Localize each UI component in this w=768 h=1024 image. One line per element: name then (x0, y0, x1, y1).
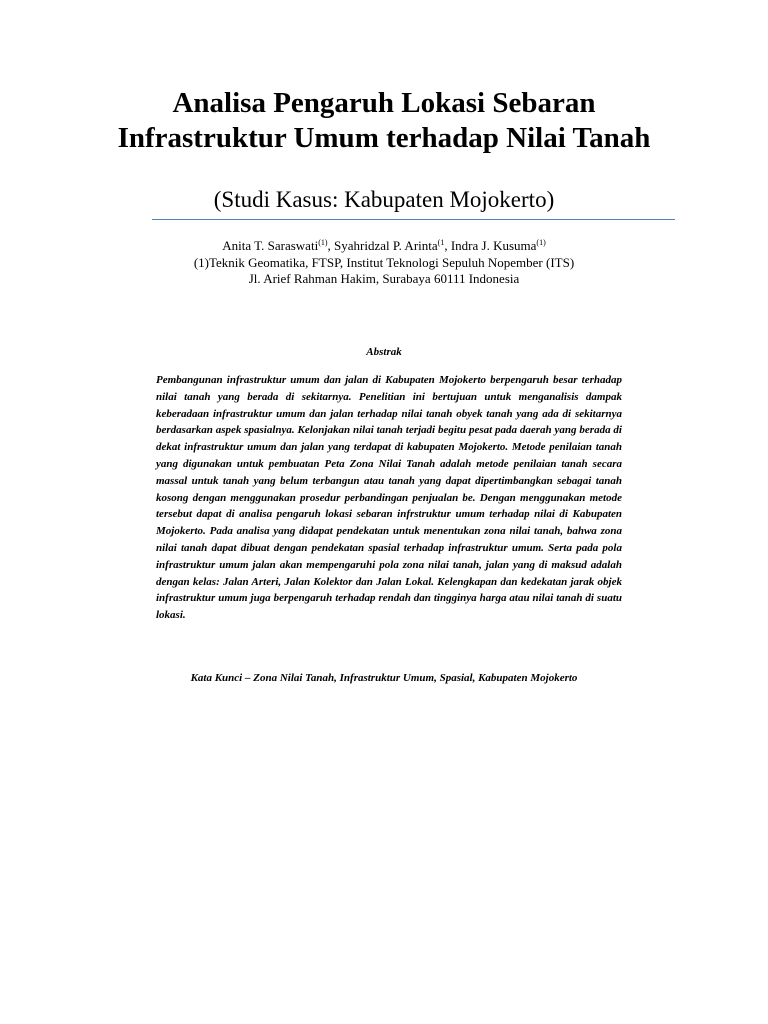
author-name: Indra J. Kusuma (450, 238, 537, 253)
author-separator: , (444, 238, 451, 253)
affiliation-mark: (1 (437, 238, 445, 247)
affiliation-mark: (1) (318, 238, 328, 247)
title-divider (152, 219, 675, 220)
paper-title: Analisa Pengaruh Lokasi Sebaran Infrastruktur Umum terhadap Nilai Tanah (117, 87, 651, 154)
author-name: Anita T. Saraswati (222, 238, 319, 253)
paper-subtitle: (Studi Kasus: Kabupaten Mojokerto) (213, 187, 555, 212)
abstract-heading: Abstrak (366, 346, 402, 358)
keywords: Kata Kunci – Zona Nilai Tanah, Infrastruktur Umum, Spasial, Kabupaten Mojokerto (190, 672, 578, 684)
affiliation-mark: (1) (536, 238, 546, 247)
abstract-text: Pembangunan infrastruktur umum dan jalan di Kabupaten Mojokerto berpengaruh besar terhadap nilai tanah yang berada di sekitarnya. Penelitian ini bertujuan untuk menganalisis dampak keberadaan infrastruktur umum dan jalan terhadap nilai tanah obyek tanah yang ada di sekitarnya berdasarkan aspek spasialnya. Kelonjakan nilai tanah terjadi begitu pesat pada daerah yang berada di dekat infrastruktur umum dan jalan yang terdapat di kabupaten Mojokerto. Metode penilaian tanah yang digunakan untuk pembuatan Peta Zona Nilai Tanah adalah metode penilaian tanah secara massal untuk tanah yang belum terbangun atau tanah yang dapat dipertimbangkan sebagai tanah kosong dengan menggunakan prosedur perbandingan penjualan be. Dengan menggunakan metode tersebut dapat di analisa pengaruh lokasi sebaran infrstruktur umum terhadap nilai di Kabupaten Mojokerto. Pada analisa yang didapat pendekatan untuk menentukan zona nilai tanah, bahwa zona nilai tanah dapat dibuat dengan pendekatan spasial terhadap infrastruktur umum. Serta pada pola infrastruktur umum jalan akan mempengaruhi pola zona nilai tanah, jalan yang di maksud adalah dengan kelas: Jalan Arteri, Jalan Kolektor dan Jalan Lokal. Kelengkapan dan kedekatan jarak objek infrastruktur umum juga berpengaruh terhadap rendah dan tingginya harga atau nilai tanah di suatu lokasi. (156, 374, 622, 622)
affiliation: (1)Teknik Geomatika, FTSP, Institut Teknologi Sepuluh Nopember (ITS) (193, 255, 575, 270)
address: Jl. Arief Rahman Hakim, Surabaya 60111 Indonesia (248, 271, 520, 286)
author-separator: , (327, 238, 335, 253)
author-name: Syahridzal P. Arinta (334, 238, 438, 253)
author-line (100, 238, 668, 254)
